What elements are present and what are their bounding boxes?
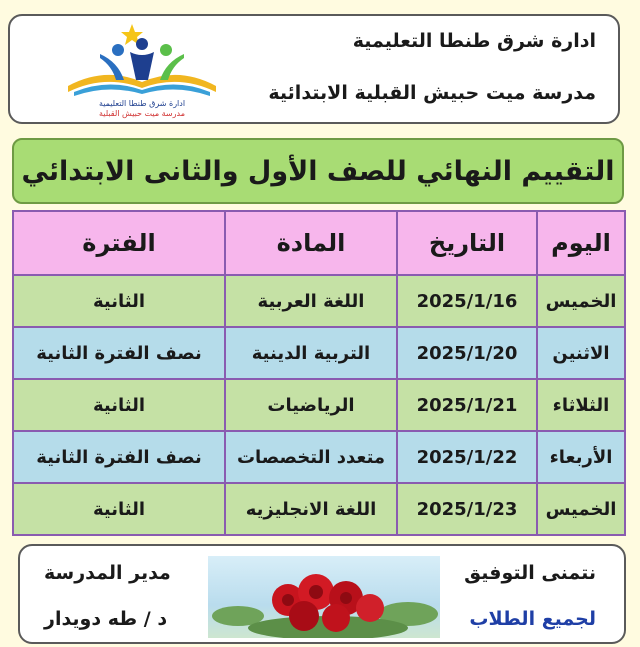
header-period: الفترة xyxy=(13,211,225,275)
date-cell: 2025/1/23 xyxy=(397,483,537,535)
header-box xyxy=(8,14,620,124)
logo-caption-line1: ادارة شرق طنطا التعليمية xyxy=(98,99,186,108)
day-cell: الثلاثاء xyxy=(537,379,625,431)
day-cell: الخميس xyxy=(537,483,625,535)
subject-cell: الرياضيات xyxy=(225,379,397,431)
period-cell: الثانية xyxy=(13,483,225,535)
table-row xyxy=(13,379,625,431)
footer-box xyxy=(18,544,626,644)
subject-cell: اللغة العربية xyxy=(225,275,397,327)
header-day: اليوم xyxy=(537,211,625,275)
day-cell: الاثنين xyxy=(537,327,625,379)
table-row xyxy=(13,275,625,327)
period-cell: نصف الفترة الثانية xyxy=(13,431,225,483)
school-name: مدرسة ميت حبيش القبلية الابتدائية xyxy=(268,82,596,104)
date-cell: 2025/1/21 xyxy=(397,379,537,431)
roses-photo xyxy=(208,556,440,638)
table-row xyxy=(13,483,625,535)
day-cell: الخميس xyxy=(537,275,625,327)
exam-schedule-table xyxy=(12,210,626,536)
logo-graphic-icon xyxy=(60,22,225,120)
exam-title-banner xyxy=(12,138,624,204)
roses-icon xyxy=(208,556,440,638)
date-cell: 2025/1/16 xyxy=(397,275,537,327)
table-row xyxy=(13,327,625,379)
table-row xyxy=(13,431,625,483)
header-subject: المادة xyxy=(225,211,397,275)
directorate-name: ادارة شرق طنطا التعليمية xyxy=(352,30,596,52)
table-header-row xyxy=(13,211,625,275)
period-cell: الثانية xyxy=(13,275,225,327)
school-logo xyxy=(60,22,225,120)
date-cell: 2025/1/22 xyxy=(397,431,537,483)
period-cell: الثانية xyxy=(13,379,225,431)
subject-cell: التربية الدينية xyxy=(225,327,397,379)
day-cell: الأربعاء xyxy=(537,431,625,483)
date-cell: 2025/1/20 xyxy=(397,327,537,379)
logo-caption-line2: مدرسة ميت حبيش القبلية xyxy=(99,109,185,118)
principal-name: د / طه دويدار xyxy=(44,608,168,630)
principal-title: مدير المدرسة xyxy=(44,562,171,584)
good-luck-wish: نتمنى التوفيق xyxy=(464,562,596,584)
period-cell: نصف الفترة الثانية xyxy=(13,327,225,379)
for-all-students: لجميع الطلاب xyxy=(469,608,596,630)
header-date: التاريخ xyxy=(397,211,537,275)
subject-cell: متعدد التخصصات xyxy=(225,431,397,483)
exam-title: التقييم النهائي للصف الأول والثانى الابتدائي xyxy=(21,155,615,187)
subject-cell: اللغة الانجليزيه xyxy=(225,483,397,535)
